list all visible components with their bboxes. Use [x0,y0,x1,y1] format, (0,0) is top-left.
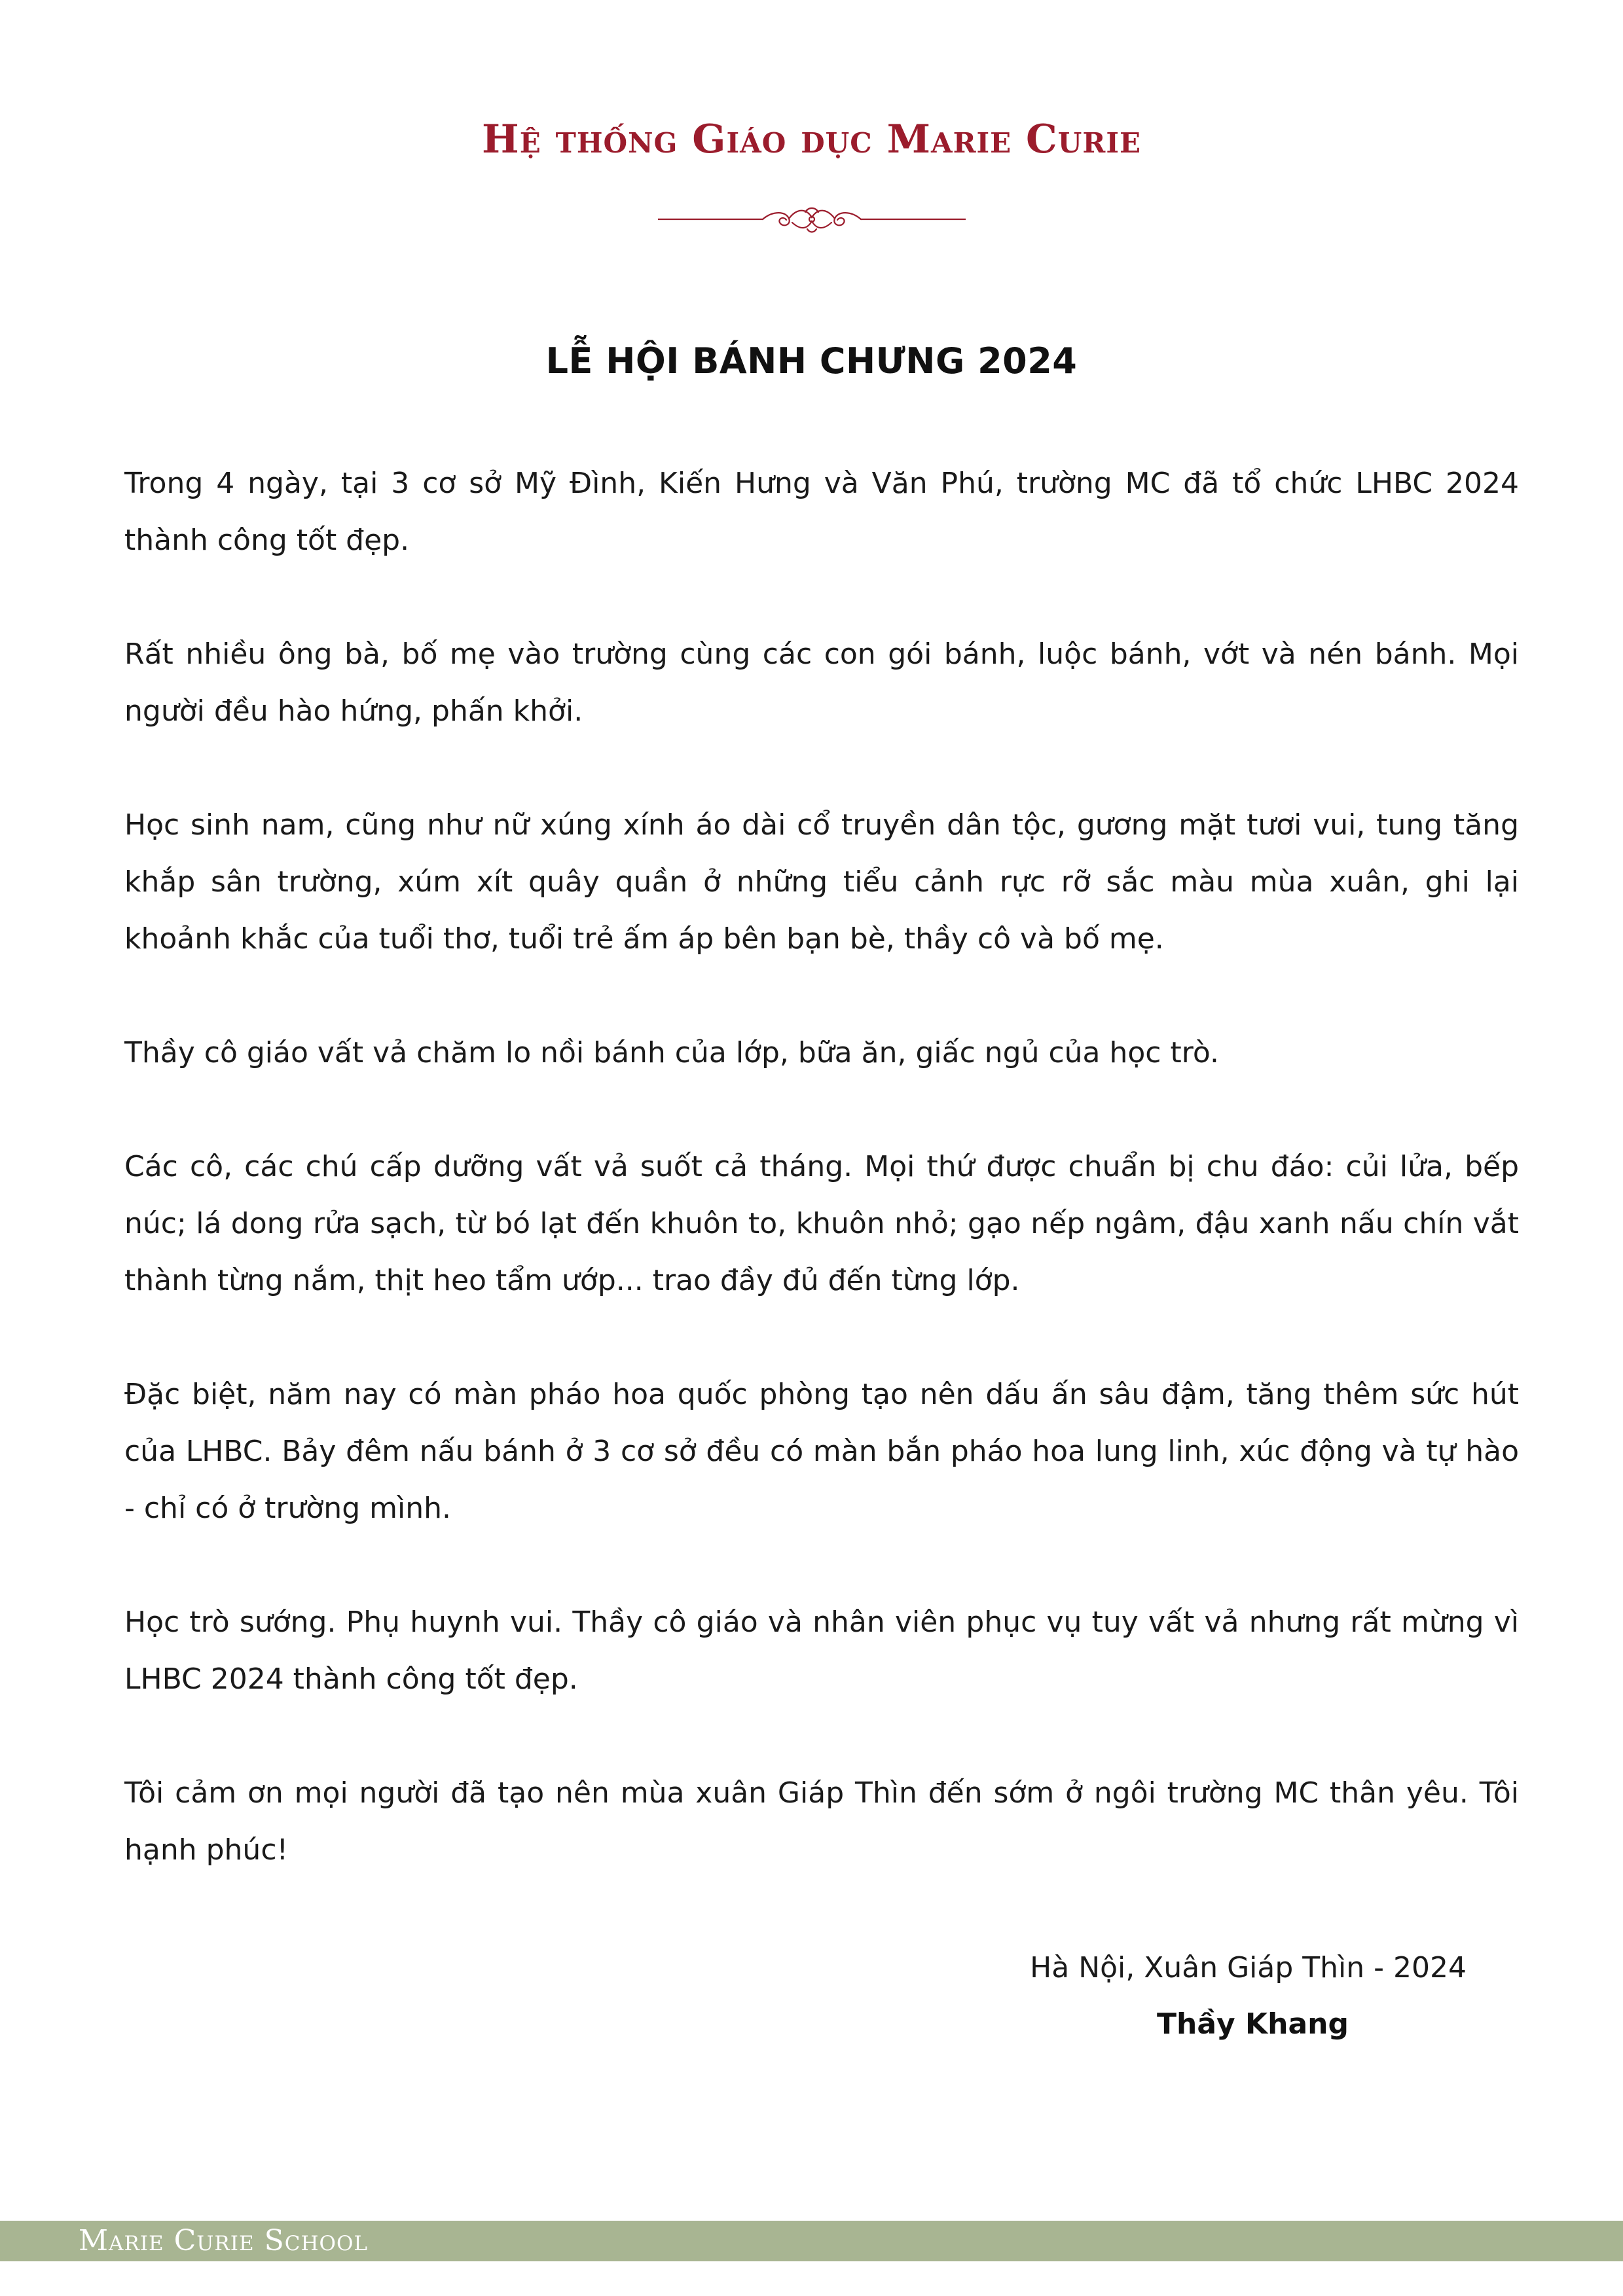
signature-name: Thầy Khang [1157,2007,1349,2041]
letter-body [124,455,1519,1935]
paragraph: Rất nhiều ông bà, bố mẹ vào trường cùng các con gói bánh, luộc bánh, vớt và nén bánh. Mọi người đều hào hứng, phấn khởi. [124,637,1519,728]
paragraph: Tôi cảm ơn mọi người đã tạo nên mùa xuân Giáp Thìn đến sớm ở ngôi trường MC thân yêu. Tôi hạnh phúc! [124,1776,1519,1867]
footer-school-name: Marie Curie School [79,2224,368,2257]
paragraph: Đặc biệt, năm nay có màn pháo hoa quốc phòng tạo nên dấu ấn sâu đậm, tăng thêm sức hút của LHBC. Bảy đêm nấu bánh ở 3 cơ sở đều có màn bắn pháo hoa lung linh, xúc động và tự hào - chỉ có ở trường mình. [124,1378,1519,1525]
paragraph: Học sinh nam, cũng như nữ xúng xính áo dài cổ truyền dân tộc, gương mặt tươi vui, tung tăng khắp sân trường, xúm xít quây quần ở những tiểu cảnh rực rỡ sắc màu mùa xuân, ghi lại khoảnh khắc của tuổi thơ, tuổi trẻ ấm áp bên bạn bè, thầy cô và bố mẹ. [124,808,1519,956]
paragraph: Các cô, các chú cấp dưỡng vất vả suốt cả tháng. Mọi thứ được chuẩn bị chu đáo: củi lửa, bếp núc; lá dong rửa sạch, từ bó lạt đến khuôn to, khuôn nhỏ; gạo nếp ngâm, đậu xanh nấu chín vắt thành từng nắm, thịt heo tẩm ướp... trao đầy đủ đến từng lớp. [124,1150,1519,1297]
flourish-divider-icon [658,203,966,236]
place-date: Hà Nội, Xuân Giáp Thìn - 2024 [1030,1951,1467,1984]
brand-heading: Hệ thống Giáo dục Marie Curie [482,117,1141,162]
signoff-block [917,1947,1467,2045]
paragraph: Thầy cô giáo vất vả chăm lo nồi bánh của lớp, bữa ăn, giấc ngủ của học trò. [124,1036,1219,1069]
document-title: LỄ HỘI BÁNH CHƯNG 2024 [545,340,1078,382]
paragraph: Học trò sướng. Phụ huynh vui. Thầy cô giáo và nhân viên phục vụ tuy vất vả nhưng rất mừng vì LHBC 2024 thành công tốt đẹp. [124,1605,1519,1696]
paragraph: Trong 4 ngày, tại 3 cơ sở Mỹ Đình, Kiến Hưng và Văn Phú, trường MC đã tổ chức LHBC 2024 thành công tốt đẹp. [124,467,1519,557]
